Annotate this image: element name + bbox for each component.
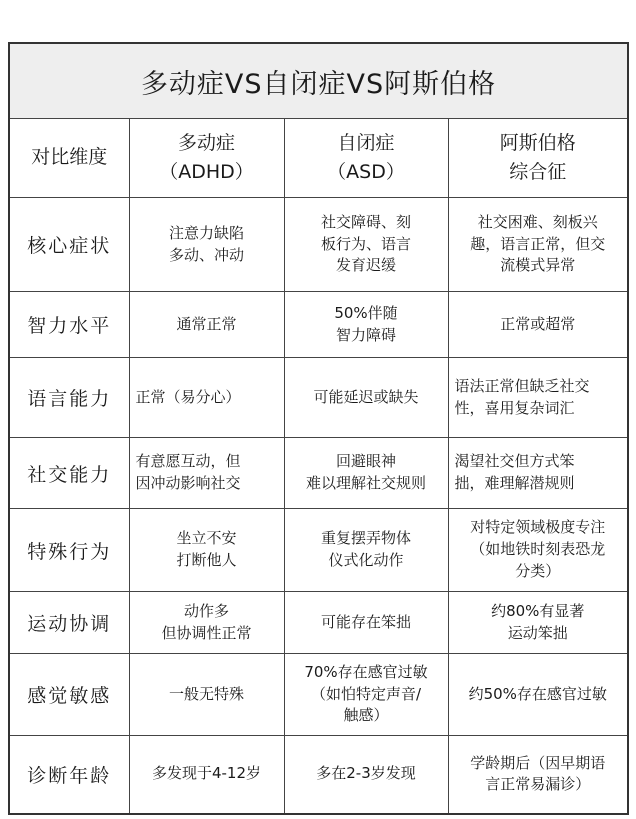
header-asperger bbox=[448, 119, 628, 198]
table-cell bbox=[448, 358, 628, 438]
title-row bbox=[9, 43, 628, 119]
cell-line: 仪式化动作 bbox=[328, 551, 404, 569]
table-cell bbox=[129, 736, 284, 814]
cell-line: 板行为、语言 bbox=[320, 234, 411, 253]
cell-line: 一般无特殊 bbox=[168, 684, 244, 703]
table-cell bbox=[129, 654, 284, 736]
cell-line: 约80%有显著 bbox=[491, 601, 585, 620]
cell-line: 智力障碍 bbox=[335, 325, 396, 344]
cell-line: 可能存在笨拙 bbox=[320, 612, 411, 631]
cell-line: 重复摆弄物体 bbox=[320, 529, 411, 548]
table-row bbox=[9, 198, 628, 292]
row-label: 诊断年龄 bbox=[9, 736, 129, 814]
table-row bbox=[9, 358, 628, 438]
cell-line: 通常正常 bbox=[176, 314, 237, 333]
table-cell bbox=[129, 592, 284, 654]
row-label: 特殊行为 bbox=[9, 509, 129, 592]
cell-line: 分类） bbox=[515, 561, 561, 580]
row-label: 语言能力 bbox=[9, 358, 129, 438]
cell-line: 学龄期后（因早期语 bbox=[470, 753, 606, 772]
table-cell bbox=[448, 654, 628, 736]
table-cell bbox=[284, 292, 448, 358]
table-cell bbox=[284, 438, 448, 509]
table-row bbox=[9, 736, 628, 814]
cell-line: 触感） bbox=[343, 706, 389, 725]
cell-line: 渴望社交但方式笨 bbox=[454, 452, 575, 471]
cell-line: 正常或超常 bbox=[500, 314, 576, 333]
cell-line: 动作多 bbox=[183, 601, 229, 620]
table-row bbox=[9, 292, 628, 358]
table-row bbox=[9, 509, 628, 592]
table-cell bbox=[284, 198, 448, 292]
header-line: 综合征 bbox=[509, 161, 567, 183]
cell-line: 注意力缺陷 bbox=[168, 223, 244, 242]
table-cell bbox=[129, 509, 284, 592]
row-label: 核心症状 bbox=[9, 198, 129, 292]
cell-line: 拙，难理解潜规则 bbox=[454, 474, 575, 492]
cell-line: 运动笨拙 bbox=[507, 623, 568, 642]
cell-line: 约50%存在感官过敏 bbox=[468, 684, 607, 703]
cell-line: 坐立不安 bbox=[176, 529, 237, 548]
header-line: 阿斯伯格 bbox=[499, 131, 576, 154]
table-cell bbox=[448, 509, 628, 592]
cell-line: 趣，语言正常，但交 bbox=[470, 234, 606, 253]
table-cell bbox=[448, 292, 628, 358]
cell-line: 流模式异常 bbox=[500, 256, 576, 275]
cell-line: 难以理解社交规则 bbox=[305, 474, 426, 492]
cell-line: 多发现于4-12岁 bbox=[151, 764, 262, 783]
cell-line: 有意愿互动，但 bbox=[135, 452, 241, 471]
cell-line: （如怕特定声音/ bbox=[310, 684, 422, 703]
cell-line: 社交障碍、刻 bbox=[320, 212, 411, 231]
cell-line: 言正常易漏诊） bbox=[485, 775, 591, 794]
table-cell bbox=[129, 292, 284, 358]
header-line: （ADHD） bbox=[159, 161, 254, 183]
cell-line: 社交困难、刻板兴 bbox=[477, 212, 598, 231]
table-cell bbox=[448, 198, 628, 292]
table-cell bbox=[284, 654, 448, 736]
table-row bbox=[9, 592, 628, 654]
header-adhd bbox=[129, 119, 284, 198]
cell-line: 发育迟缓 bbox=[335, 256, 396, 275]
header-row bbox=[9, 119, 628, 198]
cell-line: 语法正常但缺乏社交 bbox=[454, 376, 590, 395]
table-cell bbox=[284, 358, 448, 438]
cell-line: 打断他人 bbox=[176, 551, 237, 569]
cell-line: （如地铁时刻表恐龙 bbox=[470, 540, 606, 559]
header-line: 对比维度 bbox=[31, 146, 108, 169]
table-cell bbox=[448, 592, 628, 654]
table-cell bbox=[448, 736, 628, 814]
cell-line: 可能延迟或缺失 bbox=[313, 387, 419, 406]
header-dimension bbox=[9, 119, 129, 198]
row-label: 感觉敏感 bbox=[9, 654, 129, 736]
table-row bbox=[9, 438, 628, 509]
cell-line: 性，喜用复杂词汇 bbox=[454, 398, 575, 417]
cell-line: 50%伴随 bbox=[334, 303, 398, 322]
header-line: 多动症 bbox=[177, 131, 235, 154]
comparison-table bbox=[8, 42, 629, 815]
cell-line: 对特定领域极度专注 bbox=[470, 518, 606, 537]
row-label: 智力水平 bbox=[9, 292, 129, 358]
header-line: 自闭症 bbox=[337, 131, 395, 154]
table-cell bbox=[129, 438, 284, 509]
table-row bbox=[9, 654, 628, 736]
table-cell bbox=[284, 509, 448, 592]
cell-line: 正常（易分心） bbox=[135, 387, 241, 406]
row-label: 社交能力 bbox=[9, 438, 129, 509]
header-line: （ASD） bbox=[327, 161, 405, 183]
table-cell bbox=[284, 592, 448, 654]
header-asd bbox=[284, 119, 448, 198]
cell-line: 多动、冲动 bbox=[168, 245, 244, 264]
cell-line: 但协调性正常 bbox=[161, 623, 252, 642]
row-label: 运动协调 bbox=[9, 592, 129, 654]
table-cell bbox=[448, 438, 628, 509]
cell-line: 因冲动影响社交 bbox=[135, 474, 241, 492]
table-cell bbox=[284, 736, 448, 814]
table-title: 多动症VS自闭症VS阿斯伯格 bbox=[9, 43, 628, 119]
cell-line: 70%存在感官过敏 bbox=[304, 662, 428, 681]
cell-line: 多在2-3岁发现 bbox=[316, 764, 416, 783]
cell-line: 回避眼神 bbox=[335, 452, 396, 471]
table-cell bbox=[129, 198, 284, 292]
table-cell bbox=[129, 358, 284, 438]
